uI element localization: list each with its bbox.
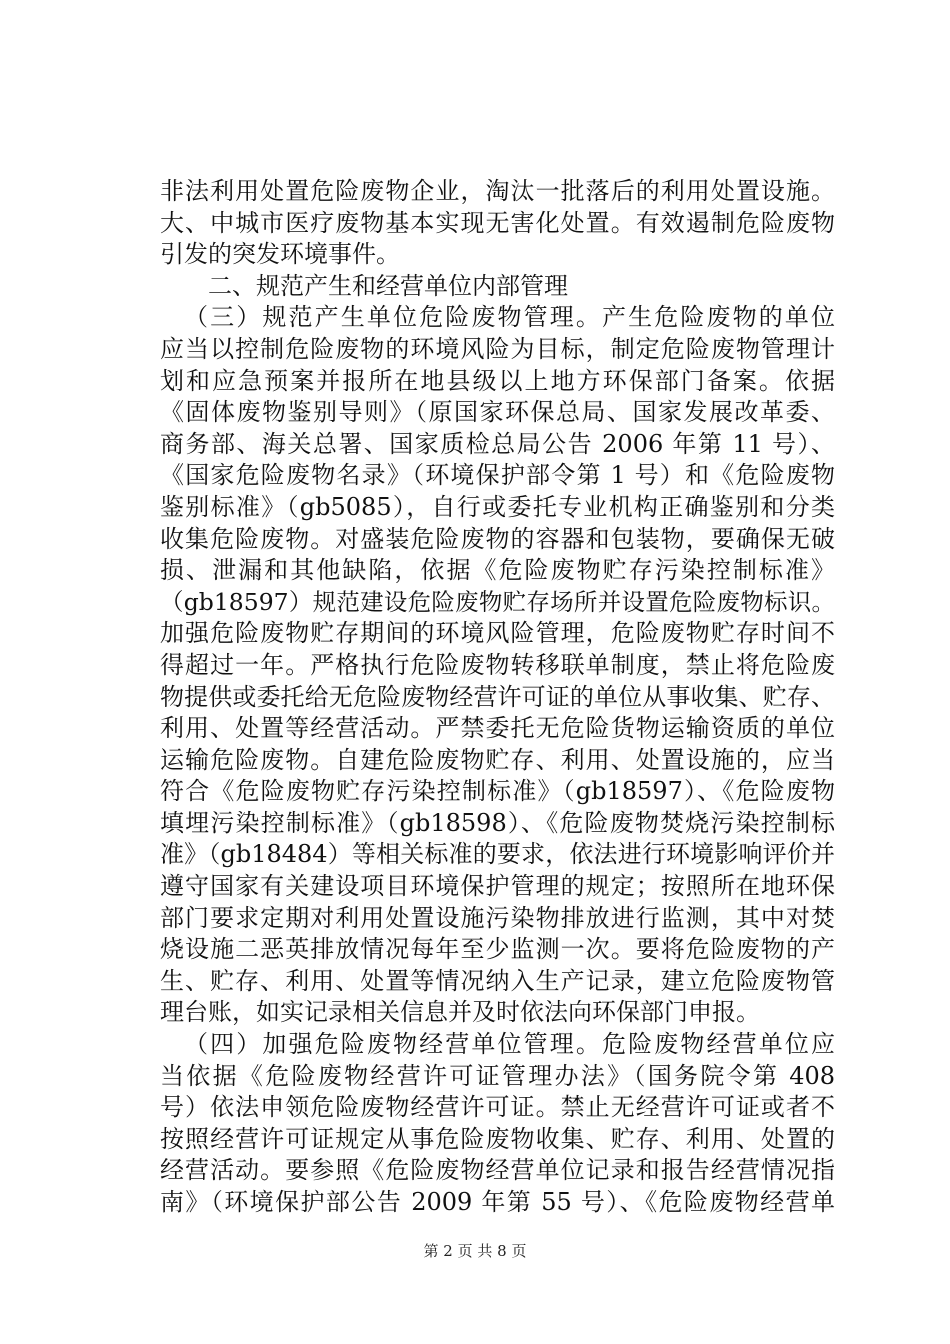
text-line: 收集危险废物。对盛装危险废物的容器和包装物，要确保无破 xyxy=(160,524,835,553)
text-line: 生、贮存、利用、处置等情况纳入生产记录，建立危险废物管 xyxy=(160,966,835,995)
text-line: 准》（gb18484）等相关标准的要求，依法进行环境影响评价并 xyxy=(160,840,835,869)
text-line: 物提供或委托给无危险废物经营许可证的单位从事收集、贮存、 xyxy=(160,682,835,711)
text-line: （四）加强危险废物经营单位管理。危险废物经营单位应 xyxy=(184,1030,835,1059)
text-line: 得超过一年。严格执行危险废物转移联单制度，禁止将危险废 xyxy=(160,650,835,679)
text-line: 当依据《危险废物经营许可证管理办法》（国务院令第 408 xyxy=(160,1061,835,1090)
text-line: 南》（环境保护部公告 2009 年第 55 号）、《危险废物经营单 xyxy=(160,1188,835,1216)
text-line: 非法利用处置危险废物企业，淘汰一批落后的利用处置设施。 xyxy=(160,177,835,205)
page-number-footer: 第 2 页 共 8 页 xyxy=(423,1242,527,1260)
text-line: 理台账，如实记录相关信息并及时依法向环保部门申报。 xyxy=(160,998,760,1027)
text-line: （gb18597）规范建设危险废物贮存场所并设置危险废物标识。 xyxy=(160,587,835,616)
text-line: 《国家危险废物名录》（环境保护部令第 1 号）和《危险废物 xyxy=(160,461,835,490)
text-line: 损、泄漏和其他缺陷，依据《危险废物贮存污染控制标准》 xyxy=(160,556,835,585)
text-line: 大、中城市医疗废物基本实现无害化处置。有效遏制危险废物 xyxy=(160,208,835,237)
text-line: 号）依法申领危险废物经营许可证。禁止无经营许可证或者不 xyxy=(160,1093,835,1122)
text-line: 经营活动。要参照《危险废物经营单位记录和报告经营情况指 xyxy=(160,1156,835,1185)
text-line: 烧设施二恶英排放情况每年至少监测一次。要将危险废物的产 xyxy=(160,935,835,964)
text-line: 划和应急预案并报所在地县级以上地方环保部门备案。依据 xyxy=(160,366,835,395)
text-line: 应当以控制危险废物的环境风险为目标，制定危险废物管理计 xyxy=(160,334,835,363)
text-line: 遵守国家有关建设项目环境保护管理的规定；按照所在地环保 xyxy=(160,872,835,901)
text-line: 引发的突发环境事件。 xyxy=(160,240,400,269)
text-line: 部门要求定期对利用处置设施污染物排放进行监测，其中对焚 xyxy=(160,903,835,932)
section-heading: 二、规范产生和经营单位内部管理 xyxy=(208,271,568,300)
text-line: 按照经营许可证规定从事危险废物收集、贮存、利用、处置的 xyxy=(160,1124,835,1153)
text-line: 填埋污染控制标准》（gb18598）、《危险废物焚烧污染控制标 xyxy=(160,808,835,837)
text-line: 利用、处置等经营活动。严禁委托无危险货物运输资质的单位 xyxy=(160,714,835,743)
text-line: 符合《危险废物贮存污染控制标准》（gb18597）、《危险废物 xyxy=(160,777,835,806)
text-line: 商务部、海关总署、国家质检总局公告 2006 年第 11 号）、 xyxy=(160,429,835,458)
text-line: 运输危险废物。自建危险废物贮存、利用、处置设施的，应当 xyxy=(160,745,835,774)
document-body xyxy=(160,176,835,1219)
text-line: （三）规范产生单位危险废物管理。产生危险废物的单位 xyxy=(184,303,835,332)
text-line: 《固体废物鉴别导则》（原国家环保总局、国家发展改革委、 xyxy=(160,398,835,427)
text-line: 鉴别标准》（gb5085），自行或委托专业机构正确鉴别和分类 xyxy=(160,492,835,521)
text-line: 加强危险废物贮存期间的环境风险管理，危险废物贮存时间不 xyxy=(160,619,835,648)
